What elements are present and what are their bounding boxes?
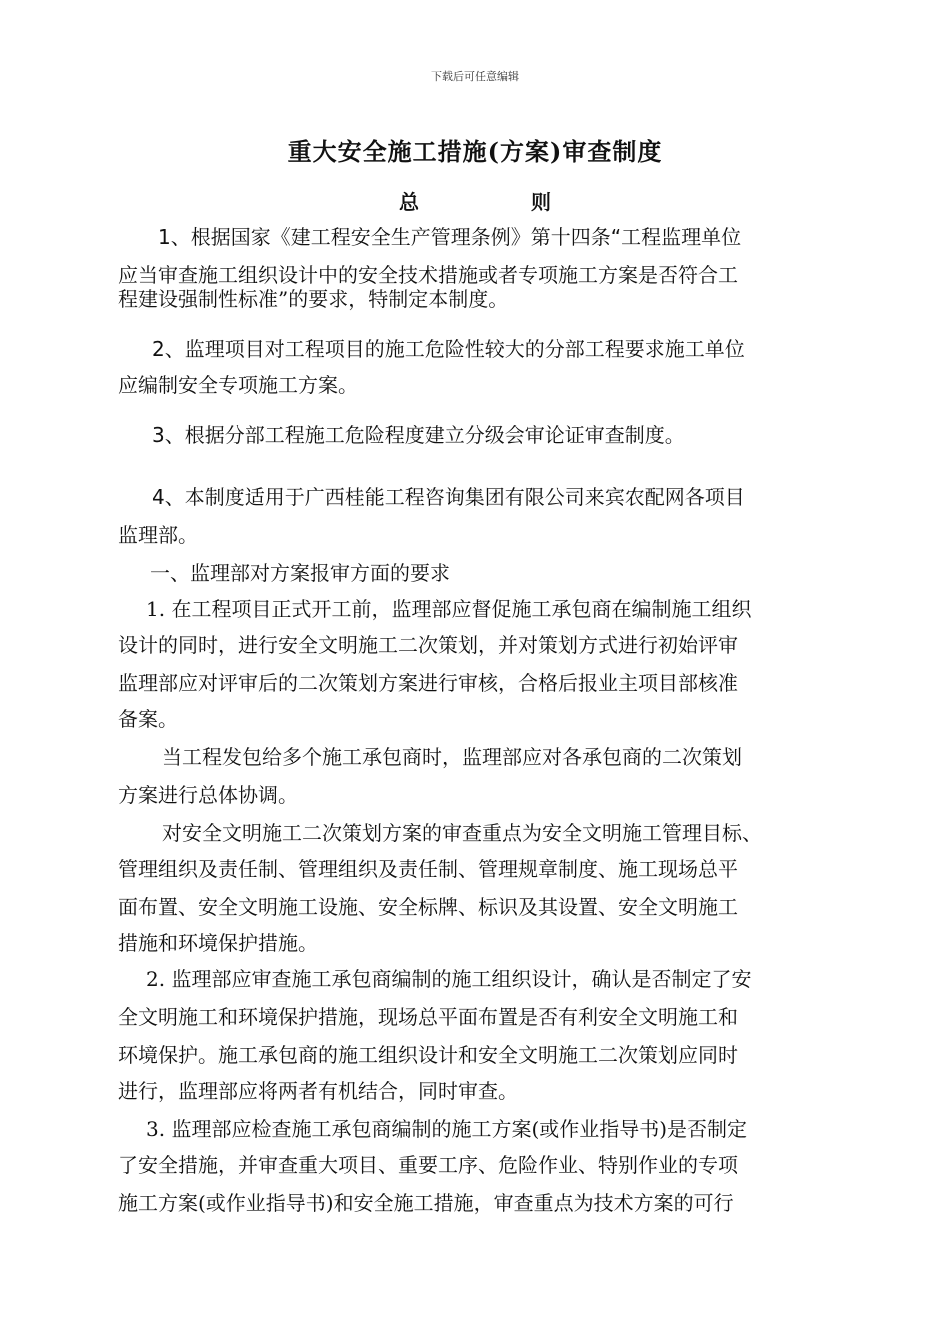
text-line: 当工程发包给多个施工承包商时，监理部应对各承包商的二次策划 xyxy=(162,745,742,769)
text-line: 了安全措施，并审查重大项目、重要工序、危险作业、特别作业的专项 xyxy=(118,1153,738,1177)
text-line: 措施和环境保护措施。 xyxy=(118,931,318,955)
text-line: 进行，监理部应将两者有机结合，同时审查。 xyxy=(118,1079,518,1103)
text-line: 2. 监理部应审查施工承包商编制的施工组织设计，确认是否制定了安 xyxy=(146,967,752,991)
text-line: 监理部。 xyxy=(118,523,198,547)
text-line: 备案。 xyxy=(118,707,178,731)
text-line: 4、本制度适用于广西桂能工程咨询集团有限公司来宾农配网各项目 xyxy=(152,485,745,509)
text-line: 施工方案(或作业指导书)和安全施工措施，审查重点为技术方案的可行 xyxy=(118,1191,734,1215)
text-line: 全文明施工和环境保护措施，现场总平面布置是否有利安全文明施工和 xyxy=(118,1005,738,1029)
text-line: 应当审查施工组织设计中的安全技术措施或者专项施工方案是否符合工 xyxy=(118,263,738,287)
header-note: 下载后可任意编辑 xyxy=(431,70,519,83)
text-line: 对安全文明施工二次策划方案的审查重点为安全文明施工管理目标、 xyxy=(162,821,762,845)
text-line: 管理组织及责任制、管理组织及责任制、管理规章制度、施工现场总平 xyxy=(118,857,738,881)
section-heading-char-1: 总 xyxy=(399,190,419,214)
text-line: 程建设强制性标准”的要求，特制定本制度。 xyxy=(118,287,509,311)
text-line: 监理部应对评审后的二次策划方案进行审核，合格后报业主项目部核准 xyxy=(118,671,738,695)
text-line: 一、监理部对方案报审方面的要求 xyxy=(150,561,450,585)
text-line: 面布置、安全文明施工设施、安全标牌、标识及其设置、安全文明施工 xyxy=(118,895,738,919)
text-line: 3、根据分部工程施工危险程度建立分级会审论证审查制度。 xyxy=(152,423,685,447)
text-line: 1. 在工程项目正式开工前，监理部应督促施工承包商在编制施工组织 xyxy=(146,597,752,621)
text-line: 环境保护。施工承包商的施工组织设计和安全文明施工二次策划应同时 xyxy=(118,1043,738,1067)
section-heading xyxy=(0,186,950,215)
text-line: 方案进行总体协调。 xyxy=(118,783,298,807)
document-title: 重大安全施工措施(方案)审查制度 xyxy=(287,137,663,166)
section-heading-char-2: 则 xyxy=(531,190,551,214)
text-line: 3. 监理部应检查施工承包商编制的施工方案(或作业指导书)是否制定 xyxy=(146,1117,748,1141)
text-line: 2、监理项目对工程项目的施工危险性较大的分部工程要求施工单位 xyxy=(152,337,745,361)
text-line: 设计的同时，进行安全文明施工二次策划，并对策划方式进行初始评审 xyxy=(118,633,738,657)
text-line: 应编制安全专项施工方案。 xyxy=(118,373,358,397)
text-line: 1、根据国家《建工程安全生产管理条例》第十四条“工程监理单位 xyxy=(158,225,742,249)
